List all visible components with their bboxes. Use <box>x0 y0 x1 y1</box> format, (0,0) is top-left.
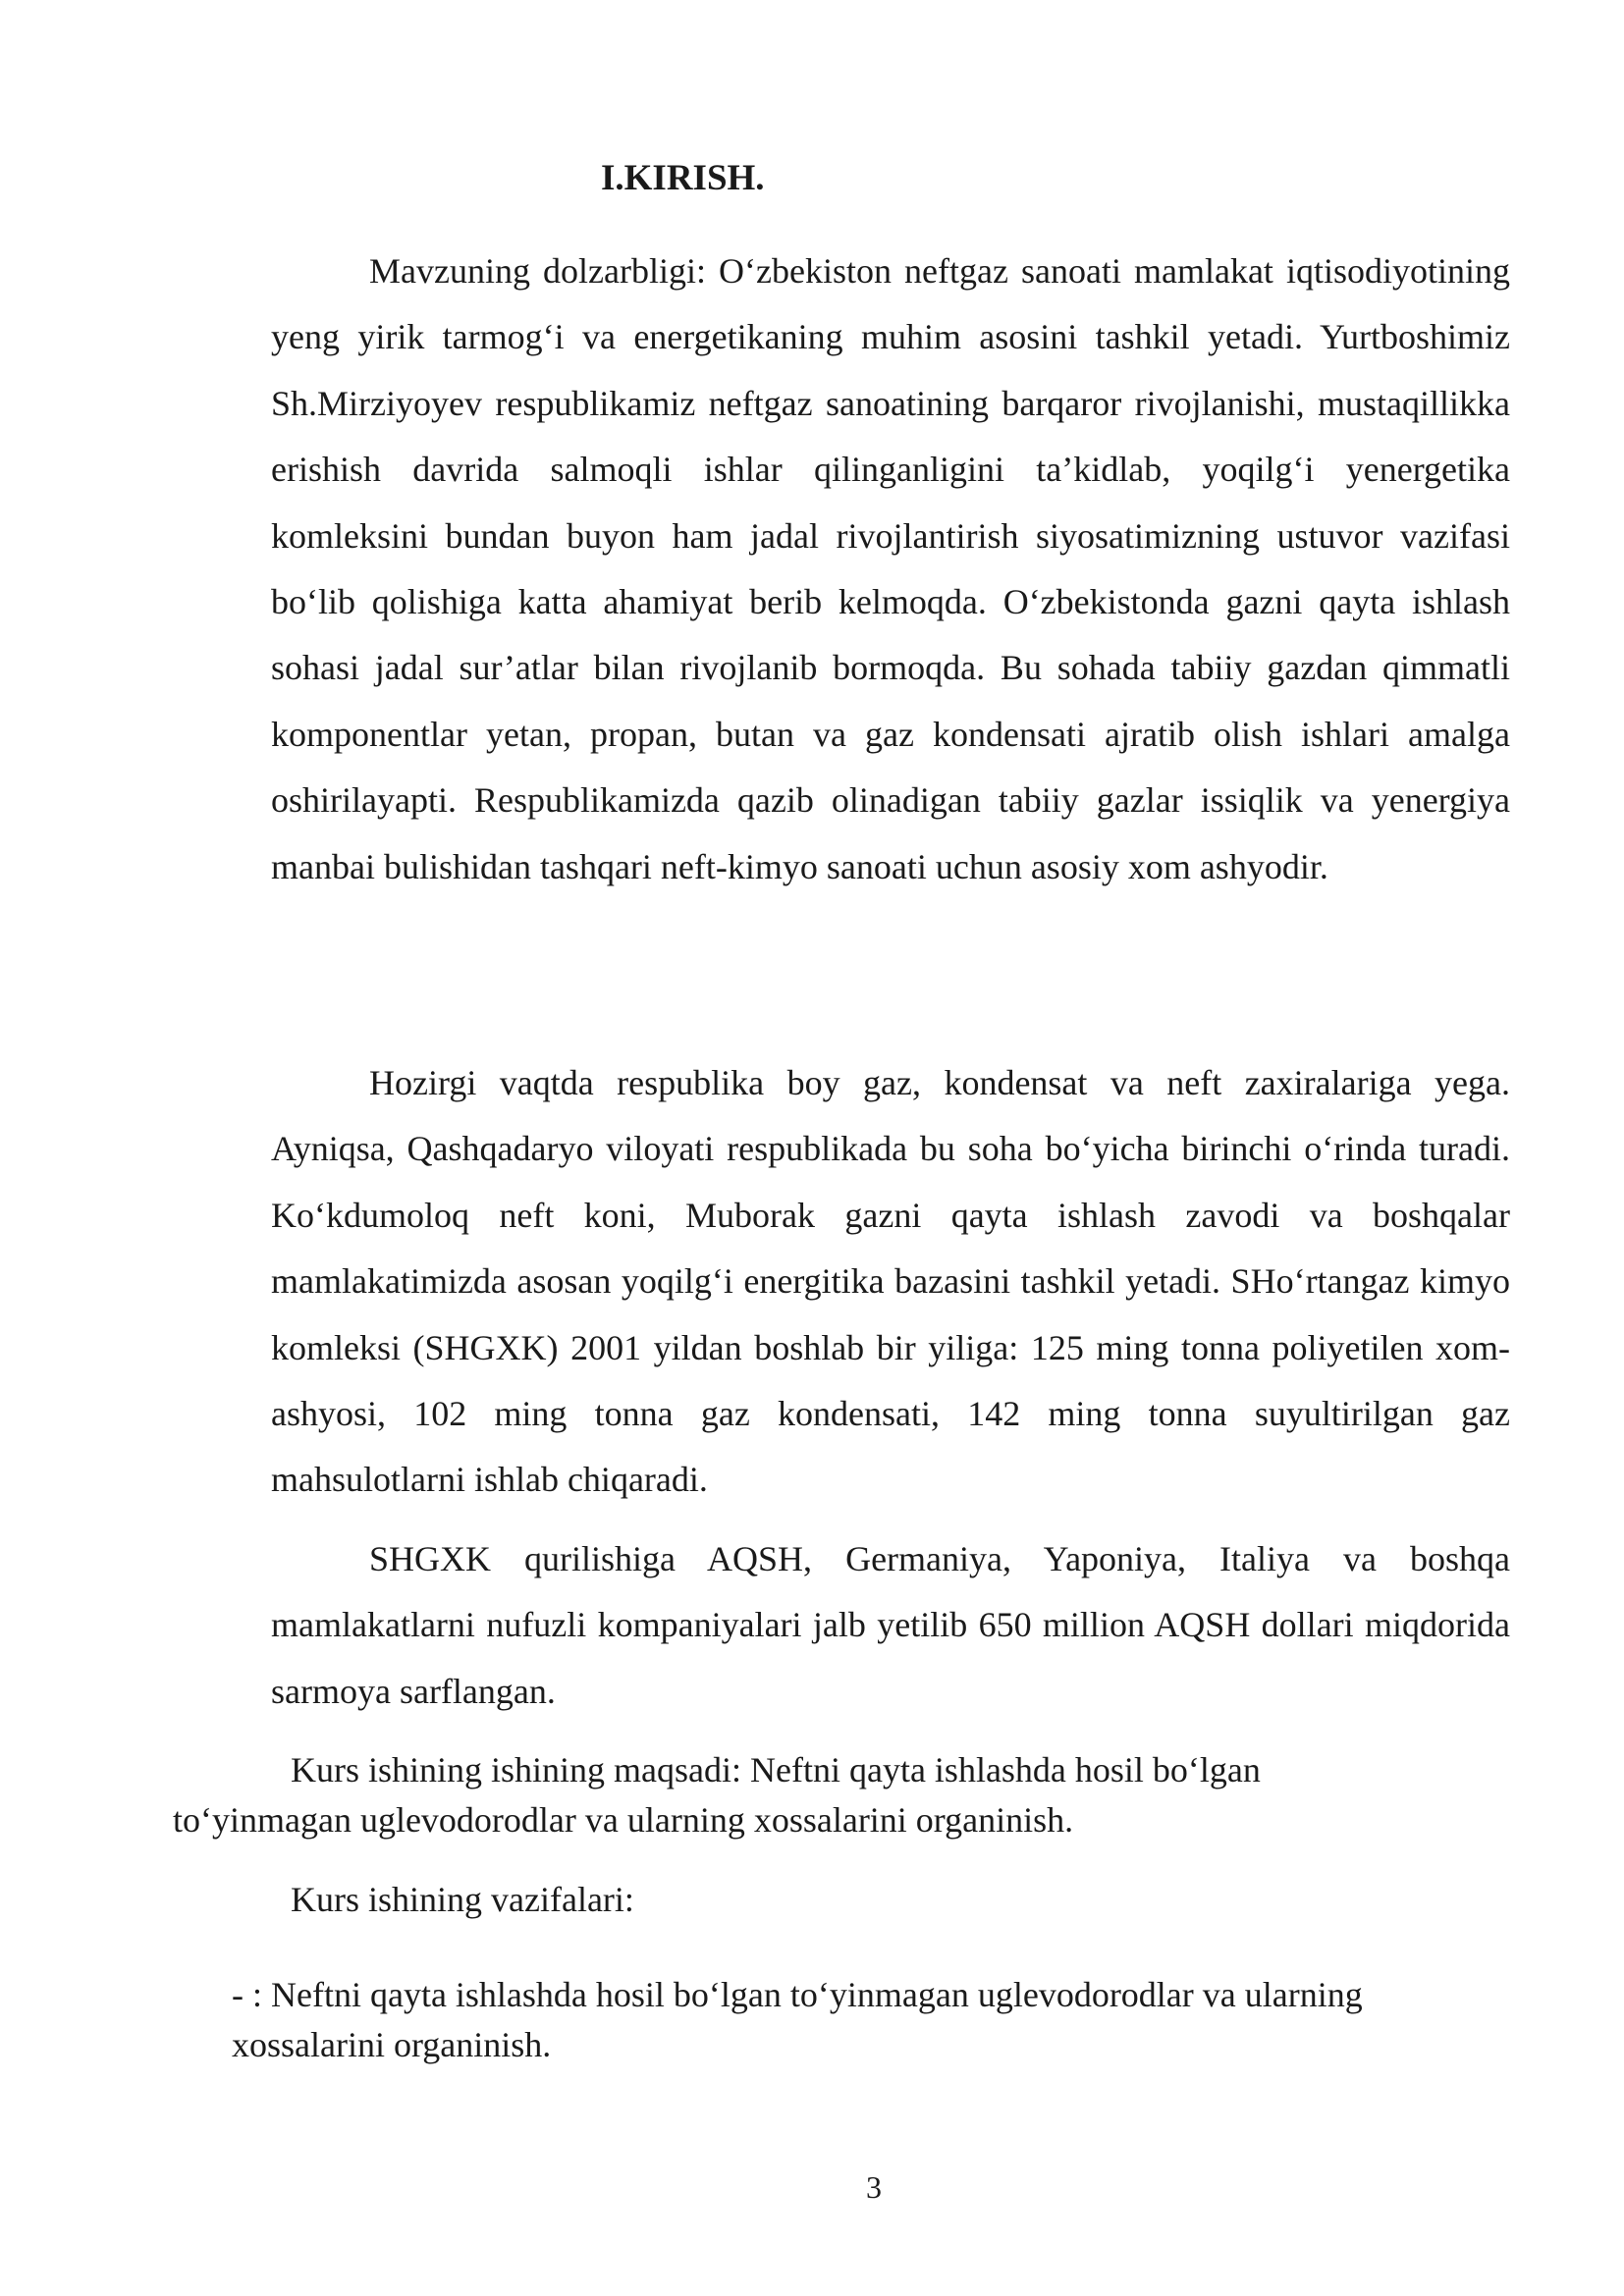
course-goal-line-2: to‘yinmagan uglevodorodlar va ularning xossalarini organinish. <box>173 1800 1074 1840</box>
course-tasks-heading: Kurs ishining vazifalari: <box>291 1880 634 1919</box>
course-goal-line-1: Kurs ishining ishining maqsadi: Neftni qayta ishlashda hosil bo‘lgan <box>291 1750 1261 1789</box>
page-number: 3 <box>866 2169 882 2205</box>
paragraph-current-state: Hozirgi vaqtda respublika boy gaz, kondensat va neft zaxiralariga yega. Ayniqsa, Qashqadaryo viloyati respublikada bu soha bo‘yicha birinchi o‘rinda turadi. Ko‘kdumoloq neft koni, Muborak gazni qayta ishlash zavodi va boshqalar mamlakatimizda asosan yoqilg‘i energitika bazasini tashkil yetadi. SHo‘rtangaz kimyo komleksi (SHGXK) 2001 yildan boshlab bir yiliga: 125 ming tonna poliyetilen xom-ashyosi, 102 ming tonna gaz kondensati, 142 ming tonna suyultirilgan gaz mahsulotlarni ishlab chiqaradi. <box>271 1063 1510 1500</box>
course-goal <box>173 1745 1508 1845</box>
paragraph-relevance: Mavzuning dolzarbligi: O‘zbekiston neftgaz sanoati mamlakat iqtisodiyotining yeng yirik tarmog‘i va energetikaning muhim asosini tashkil yetadi. Yurtboshimiz Sh.Mirziyoyev respublikamiz neftgaz sanoatining barqaror rivojlanishi, mustaqillikka erishish davrida salmoqli ishlar qilinganligini ta’kidlab, yoqilg‘i yenergetika komleksini bundan buyon ham jadal rivojlantirish siyosatimizning ustuvor vazifasi bo‘lib qolishiga katta ahamiyat berib kelmoqda. O‘zbekistonda gazni qayta ishlash sohasi jadal sur’atlar bilan rivojlanib bormoqda. Bu sohada tabiiy gazdan qimmatli komponentlar yetan, propan, butan va gaz kondensati ajratib olish ishlari amalga oshirilayapti. Respublikamizda qazib olinadigan tabiiy gazlar issiqlik va yenergiya manbai bulishidan tashqari neft-kimyo sanoati uchun asosiy xom ashyodir. <box>271 251 1510 886</box>
course-task-line-1: - : Neftni qayta ishlashda hosil bo‘lgan to‘yinmagan uglevodorodlar va ularning <box>232 1975 1363 2014</box>
section-title: I.KIRISH. <box>601 158 765 198</box>
course-task-item <box>232 1970 1508 2070</box>
paragraph-investment: SHGXK qurilishiga AQSH, Germaniya, Yaponiya, Italiya va boshqa mamlakatlarni nufuzli kompaniyalari jalb yetilib 650 million AQSH dollari miqdorida sarmoya sarflangan. <box>271 1539 1510 1711</box>
course-task-line-2: xossalarini organinish. <box>232 2025 552 2064</box>
